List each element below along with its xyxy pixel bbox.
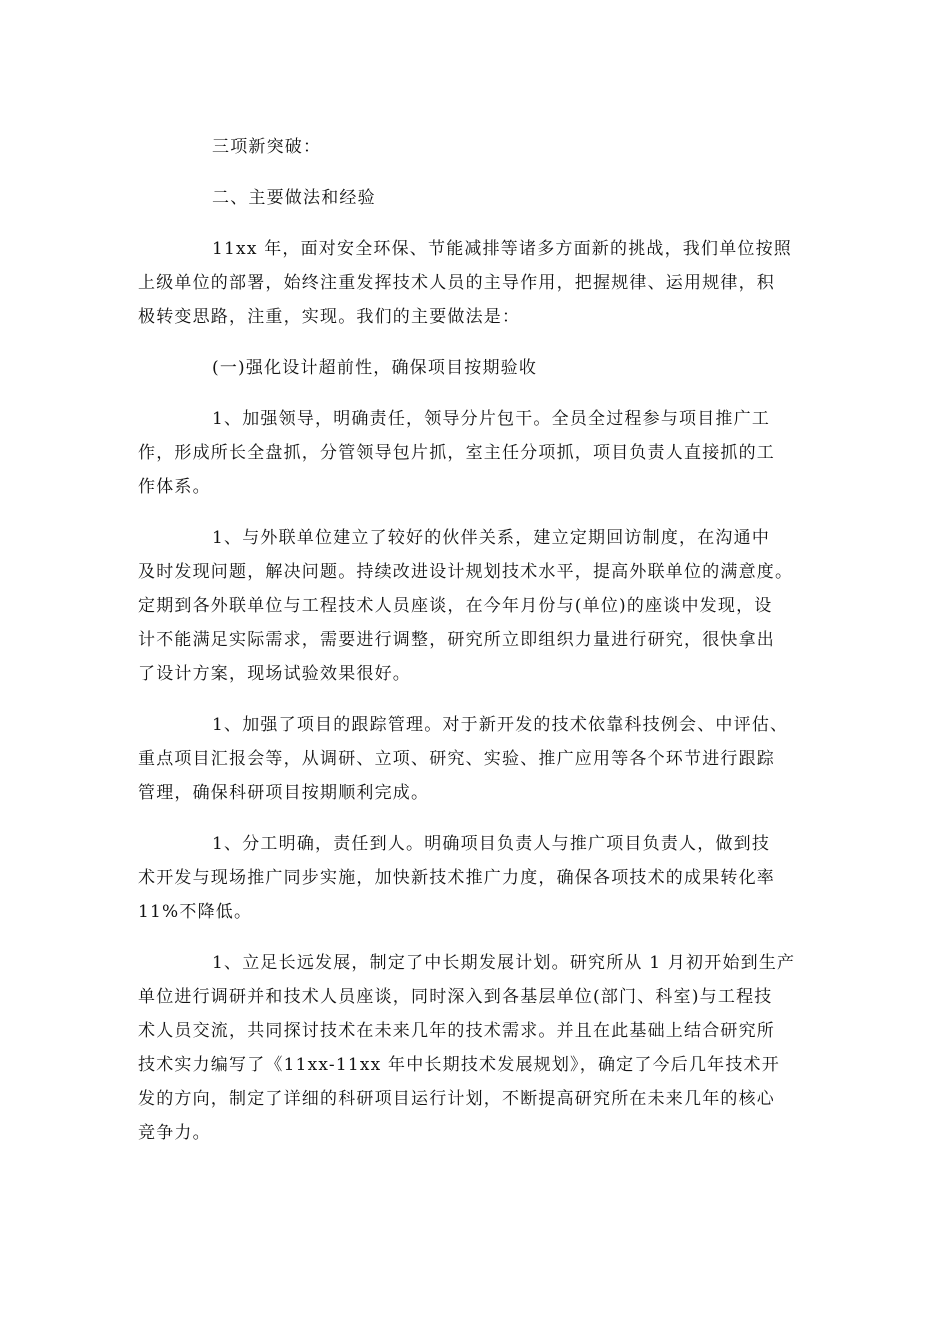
text-line: 发的方向，制定了详细的科研项目运行计划，不断提高研究所在未来几年的核心 [138,1089,775,1109]
paragraph-partners [138,521,818,691]
text-line: (一)强化设计超前性，确保项目按期验收 [212,358,538,378]
text-line: 11xx 年，面对安全环保、节能减排等诸多方面新的挑战，我们单位按照 [212,239,793,259]
text-line: 术人员交流，共同探讨技术在未来几年的技术需求。并且在此基础上结合研究所 [138,1021,775,1041]
text-line: 及时发现问题，解决问题。持续改进设计规划技术水平，提高外联单位的满意度。 [138,562,794,582]
text-line: 技术实力编写了《11xx-11xx 年中长期技术发展规划》，确定了今后几年技术开 [138,1055,780,1075]
document-body [138,130,818,1167]
text-line: 管理，确保科研项目按期顺利完成。 [138,783,430,803]
text-line: 二、主要做法和经验 [212,188,376,208]
paragraph-long-term-plan [138,946,818,1150]
text-line: 1、与外联单位建立了较好的伙伴关系，建立定期回访制度，在沟通中 [212,528,771,548]
section-heading-main-practices [138,181,818,215]
text-line: 单位进行调研并和技术人员座谈，同时深入到各基层单位(部门、科室)与工程技 [138,987,773,1007]
text-line: 上级单位的部署，始终注重发挥技术人员的主导作用，把握规律、运用规律，积 [138,273,775,293]
paragraph-tracking [138,708,818,810]
text-line: 作体系。 [138,477,211,497]
text-line: 作，形成所长全盘抓，分管领导包片抓，室主任分项抓，项目负责人直接抓的工 [138,443,775,463]
text-line: 了设计方案，现场试验效果很好。 [138,664,411,684]
text-line: 重点项目汇报会等，从调研、立项、研究、实验、推广应用等各个环节进行跟踪 [138,749,775,769]
paragraph-division [138,827,818,929]
text-line: 1、加强了项目的跟踪管理。对于新开发的技术依靠科技例会、中评估、 [212,715,789,735]
paragraph-breakthroughs-heading [138,130,818,164]
subsection-heading-design [138,351,818,385]
text-line: 三项新突破： [212,137,322,157]
paragraph-intro [138,232,818,334]
text-line: 1、分工明确，责任到人。明确项目负责人与推广项目负责人，做到技 [212,834,771,854]
text-line: 计不能满足实际需求，需要进行调整，研究所立即组织力量进行研究，很快拿出 [138,630,775,650]
text-line: 1、立足长远发展，制定了中长期发展计划。研究所从 1 月初开始到生产 [212,953,796,973]
text-line: 极转变思路，注重，实现。我们的主要做法是： [138,307,521,327]
text-line: 竞争力。 [138,1123,211,1143]
text-line: 1、加强领导，明确责任，领导分片包干。全员全过程参与项目推广工 [212,409,771,429]
text-line: 定期到各外联单位与工程技术人员座谈，在今年月份与(单位)的座谈中发现，设 [138,596,773,616]
text-line: 11%不降低。 [138,902,253,922]
text-line: 术开发与现场推广同步实施，加快新技术推广力度，确保各项技术的成果转化率 [138,868,775,888]
paragraph-leadership [138,402,818,504]
